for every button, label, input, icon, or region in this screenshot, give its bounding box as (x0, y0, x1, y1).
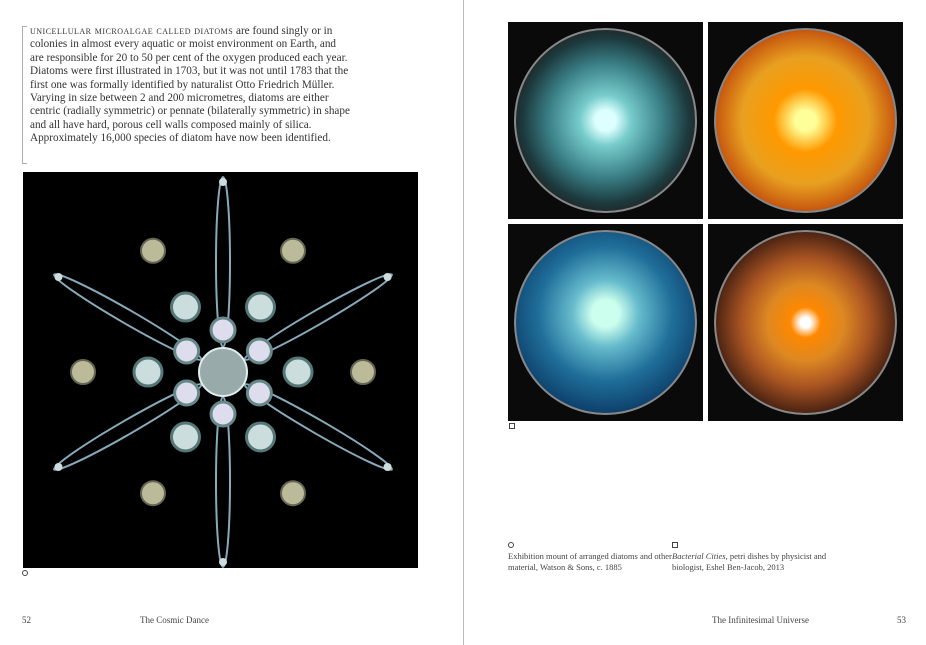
centric-diatom (247, 381, 271, 405)
petri-dish-blue-colonies-image (508, 224, 703, 421)
petri-dish-teal-image (508, 22, 703, 219)
diatom-arrangement-image (23, 172, 418, 568)
intro-lead: unicellular microalgae called diatoms (30, 25, 234, 37)
caption-diatoms-text: Exhibition mount of arranged diatoms and other material, Watson & Sons, c. 1885 (508, 551, 672, 572)
centric-diatom (172, 293, 200, 321)
square-marker-icon (509, 423, 515, 429)
circle-marker-icon (22, 570, 28, 576)
petri-dish-red-orange-image (708, 224, 903, 421)
centric-diatom (141, 239, 165, 263)
intro-body: are found singly or in colonies in almost every aquatic or moist environment on Earth, and are responsible for 20 to 50 per cent of the oxygen produced each year. Diatoms were first illustrated in 1703, but it was not until 1783 that the first one was formally identified by naturalist Otto Friedrich Müller. Varying in size between 2 and 200 micrometres, diatoms are either centric (radially symmetric) or pennate (bilaterally symmetric) in shape and all have hard, porous cell walls composed mainly of silica. Approximately 16,000 species of diatom have now been identified. (30, 25, 350, 145)
centric-diatom (247, 423, 275, 451)
centric-diatom (71, 360, 95, 384)
running-title-right: The Infinitesimal Universe (712, 615, 809, 625)
small-diatom (219, 558, 227, 566)
caption-bacterial-text: , petri dishes by physicist and biologist, Eshel Ben-Jacob, 2013 (672, 551, 827, 572)
page-number-left: 52 (22, 615, 31, 625)
caption-bacterial-cities (672, 542, 852, 573)
diatom-star-illustration (23, 172, 418, 568)
centric-diatom (211, 318, 235, 342)
text-bracket (22, 26, 27, 164)
centric-diatom (247, 293, 275, 321)
petri-dish-orange-image (708, 22, 903, 219)
centric-diatom (175, 381, 199, 405)
central-diatom (199, 348, 247, 396)
page-number-right: 53 (897, 615, 906, 625)
small-diatom (54, 463, 62, 471)
centric-diatom (247, 339, 271, 363)
centric-diatom (351, 360, 375, 384)
centric-diatom (134, 358, 162, 386)
centric-diatom (211, 402, 235, 426)
small-diatom (384, 273, 392, 281)
centric-diatom (281, 239, 305, 263)
small-diatom (54, 273, 62, 281)
small-diatom (219, 178, 227, 186)
square-marker-icon (672, 542, 678, 548)
centric-diatom (281, 481, 305, 505)
centric-diatom (284, 358, 312, 386)
intro-paragraph (30, 25, 350, 146)
centric-diatom (141, 481, 165, 505)
small-diatom (384, 463, 392, 471)
caption-diatoms (508, 542, 688, 573)
centric-diatom (175, 339, 199, 363)
circle-marker-icon (508, 542, 514, 548)
caption-title: Bacterial Cities (672, 551, 726, 561)
running-title-left: The Cosmic Dance (140, 615, 209, 625)
right-page (464, 0, 926, 645)
centric-diatom (172, 423, 200, 451)
